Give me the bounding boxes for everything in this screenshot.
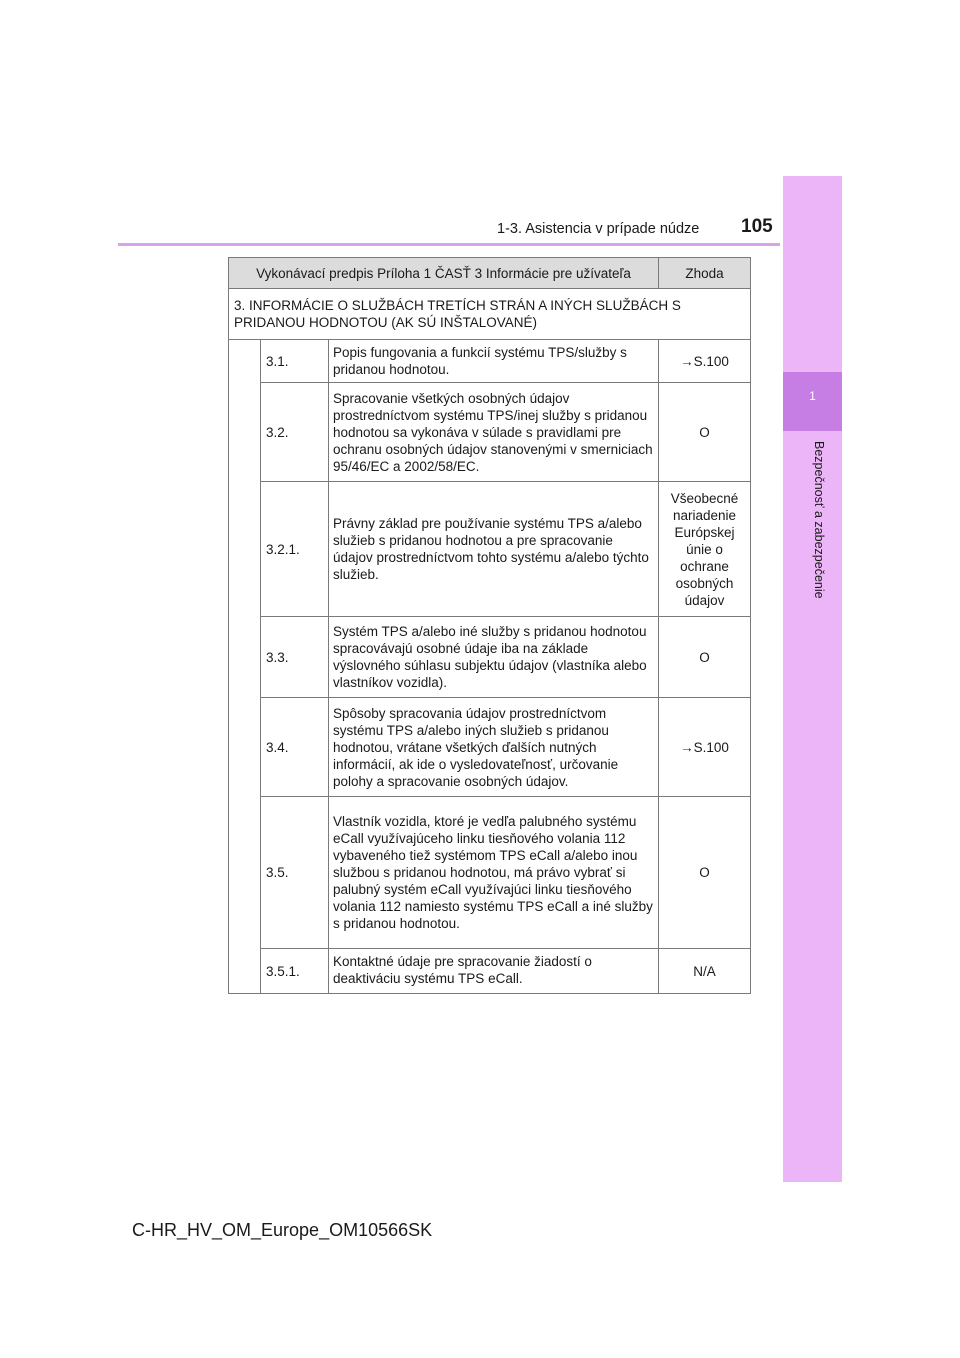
header-rule bbox=[118, 243, 780, 246]
row-description: Systém TPS a/alebo iné služby s pridanou hodnotou spracovávajú osobné údaje iba na základe výslovného súhlasu subjektu údajov (vlastníka alebo vlastníkov vozidla). bbox=[329, 617, 659, 698]
column-header-compliance: Zhoda bbox=[659, 258, 751, 289]
row-compliance: N/A bbox=[659, 949, 751, 994]
row-number: 3.2.1. bbox=[261, 482, 329, 617]
row-compliance: O bbox=[659, 617, 751, 698]
row-number: 3.3. bbox=[261, 617, 329, 698]
table-row bbox=[229, 698, 751, 797]
row-description: Spracovanie všetkých osobných údajov prostredníctvom systému TPS/inej služby s pridanou hodnotou sa vykonáva v súlade s pravidlami pre ochranu osobných údajov stanovenými v smerniciach 95/46/EC a 2002/58/EC. bbox=[329, 383, 659, 482]
chapter-title: Bezpečnosť a zabezpečenie bbox=[812, 441, 826, 599]
table-header-row bbox=[229, 258, 751, 289]
indent-column bbox=[229, 340, 261, 994]
row-compliance: O bbox=[659, 383, 751, 482]
table-row bbox=[229, 340, 751, 383]
row-description: Vlastník vozidla, ktoré je vedľa palubného systému eCall využívajúceho linku tiesňového volania 112 vybaveného tiež systémom TPS eCall a/alebo inou službou s pridanou hodnotou, má právo vybrať si palubný systém eCall využívajúci linku tiesňového volania 112 namiesto systému TPS eCall a iné služby s pridanou hodnotou. bbox=[329, 797, 659, 949]
table-row bbox=[229, 949, 751, 994]
column-header-requirement: Vykonávací predpis Príloha 1 ČASŤ 3 Informácie pre užívateľa bbox=[229, 258, 659, 289]
page-number: 105 bbox=[741, 216, 773, 237]
row-description: Popis fungovania a funkcií systému TPS/služby s pridanou hodnotou. bbox=[329, 340, 659, 383]
document-code: C-HR_HV_OM_Europe_OM10566SK bbox=[132, 1220, 433, 1240]
table-row bbox=[229, 617, 751, 698]
row-number: 3.5. bbox=[261, 797, 329, 949]
row-compliance: →S.100 bbox=[659, 698, 751, 797]
section-title: 1-3. Asistencia v prípade núdze bbox=[497, 221, 700, 237]
row-description: Právny základ pre používanie systému TPS a/alebo služieb s pridanou hodnotou a pre spracovanie údajov prostredníctvom tohto systému a/alebo týchto služieb. bbox=[329, 482, 659, 617]
row-number: 3.2. bbox=[261, 383, 329, 482]
row-description: Spôsoby spracovania údajov prostredníctvom systému TPS a/alebo iných služieb s pridanou hodnotou, vrátane všetkých ďalších nutných informácií, ak ide o vysledovateľnosť, určovanie polohy a spracovanie osobných údajov. bbox=[329, 698, 659, 797]
row-compliance: →S.100 bbox=[659, 340, 751, 383]
chapter-number: 1 bbox=[809, 389, 816, 403]
category-row bbox=[229, 289, 751, 340]
table-row bbox=[229, 383, 751, 482]
row-compliance: O bbox=[659, 797, 751, 949]
row-compliance: Všeobecné nariadenie Európskej únie o ochrane osobných údajov bbox=[659, 482, 751, 617]
table-row bbox=[229, 797, 751, 949]
compliance-table bbox=[228, 257, 751, 994]
row-number: 3.4. bbox=[261, 698, 329, 797]
row-number: 3.1. bbox=[261, 340, 329, 383]
category-title: 3. INFORMÁCIE O SLUŽBÁCH TRETÍCH STRÁN A INÝCH SLUŽBÁCH S PRIDANOU HODNOTOU (AK SÚ INŠTALOVANÉ) bbox=[229, 289, 751, 340]
table-row bbox=[229, 482, 751, 617]
row-description: Kontaktné údaje pre spracovanie žiadostí o deaktiváciu systému TPS eCall. bbox=[329, 949, 659, 994]
chapter-side-tab bbox=[783, 176, 842, 1182]
row-number: 3.5.1. bbox=[261, 949, 329, 994]
